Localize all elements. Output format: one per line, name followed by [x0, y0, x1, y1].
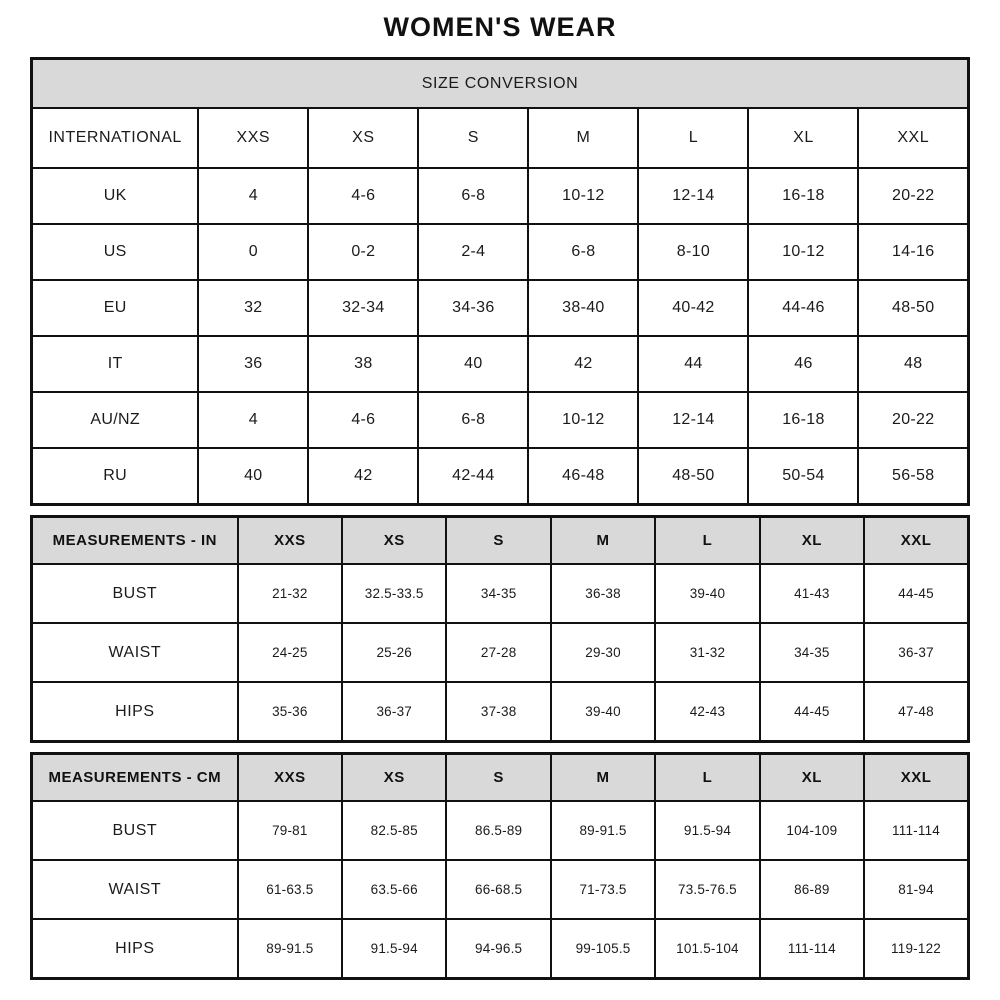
table-row — [32, 860, 969, 919]
value-cell: 66-68.5 — [446, 860, 550, 919]
value-cell: 36-37 — [342, 682, 446, 742]
value-cell: 73.5-76.5 — [655, 860, 759, 919]
value-cell: 12-14 — [638, 168, 748, 224]
row-label-cell: BUST — [32, 801, 238, 860]
value-cell: 8-10 — [638, 224, 748, 280]
size-column-header: L — [655, 754, 759, 802]
value-cell: 37-38 — [446, 682, 550, 742]
value-cell: 40-42 — [638, 280, 748, 336]
value-cell: 10-12 — [528, 168, 638, 224]
table-row — [32, 448, 969, 505]
value-cell: 4-6 — [308, 168, 418, 224]
table-row — [32, 919, 969, 979]
value-cell: 0-2 — [308, 224, 418, 280]
table-row — [32, 392, 969, 448]
measurements-cm-table-container — [30, 752, 970, 980]
row-label-cell: BUST — [32, 564, 238, 623]
size-column-header: XXL — [864, 517, 968, 565]
value-cell: 10-12 — [748, 224, 858, 280]
row-label-cell: US — [32, 224, 199, 280]
value-cell: 44-46 — [748, 280, 858, 336]
column-header-row — [32, 754, 969, 802]
value-cell: 38-40 — [528, 280, 638, 336]
size-column-header: XS — [308, 108, 418, 168]
value-cell: 34-36 — [418, 280, 528, 336]
table-row — [32, 801, 969, 860]
value-cell: 99-105.5 — [551, 919, 655, 979]
row-label-cell: HIPS — [32, 919, 238, 979]
size-conversion-table-container — [30, 57, 970, 506]
value-cell: 42-44 — [418, 448, 528, 505]
value-cell: 86-89 — [760, 860, 864, 919]
size-column-header: M — [551, 517, 655, 565]
value-cell: 44 — [638, 336, 748, 392]
value-cell: 35-36 — [238, 682, 342, 742]
value-cell: 82.5-85 — [342, 801, 446, 860]
corner-header-cell: INTERNATIONAL — [32, 108, 199, 168]
value-cell: 32 — [198, 280, 308, 336]
value-cell: 89-91.5 — [238, 919, 342, 979]
value-cell: 4 — [198, 392, 308, 448]
value-cell: 81-94 — [864, 860, 968, 919]
size-column-header: M — [551, 754, 655, 802]
value-cell: 119-122 — [864, 919, 968, 979]
value-cell: 101.5-104 — [655, 919, 759, 979]
value-cell: 24-25 — [238, 623, 342, 682]
value-cell: 39-40 — [655, 564, 759, 623]
value-cell: 6-8 — [418, 392, 528, 448]
row-label-cell: WAIST — [32, 860, 238, 919]
table-row — [32, 623, 969, 682]
value-cell: 44-45 — [864, 564, 968, 623]
measurements-in-table — [30, 515, 970, 743]
size-column-header: M — [528, 108, 638, 168]
table-row — [32, 168, 969, 224]
value-cell: 4 — [198, 168, 308, 224]
value-cell: 89-91.5 — [551, 801, 655, 860]
value-cell: 48-50 — [858, 280, 968, 336]
value-cell: 40 — [198, 448, 308, 505]
row-label-cell: EU — [32, 280, 199, 336]
row-label-cell: UK — [32, 168, 199, 224]
value-cell: 20-22 — [858, 168, 968, 224]
value-cell: 12-14 — [638, 392, 748, 448]
measurements-in-table-container — [30, 515, 970, 743]
value-cell: 20-22 — [858, 392, 968, 448]
value-cell: 86.5-89 — [446, 801, 550, 860]
value-cell: 36-37 — [864, 623, 968, 682]
value-cell: 36-38 — [551, 564, 655, 623]
value-cell: 79-81 — [238, 801, 342, 860]
page-title: WOMEN'S WEAR — [383, 12, 617, 42]
value-cell: 29-30 — [551, 623, 655, 682]
size-column-header: XS — [342, 517, 446, 565]
value-cell: 2-4 — [418, 224, 528, 280]
value-cell: 41-43 — [760, 564, 864, 623]
size-conversion-table — [30, 57, 970, 506]
value-cell: 38 — [308, 336, 418, 392]
size-column-header: XXL — [858, 108, 968, 168]
size-column-header: XXS — [238, 754, 342, 802]
size-column-header: S — [418, 108, 528, 168]
row-label-cell: HIPS — [32, 682, 238, 742]
value-cell: 16-18 — [748, 168, 858, 224]
value-cell: 63.5-66 — [342, 860, 446, 919]
value-cell: 61-63.5 — [238, 860, 342, 919]
value-cell: 27-28 — [446, 623, 550, 682]
value-cell: 42-43 — [655, 682, 759, 742]
size-column-header: XL — [760, 754, 864, 802]
value-cell: 42 — [528, 336, 638, 392]
value-cell: 56-58 — [858, 448, 968, 505]
value-cell: 21-32 — [238, 564, 342, 623]
value-cell: 46 — [748, 336, 858, 392]
value-cell: 34-35 — [760, 623, 864, 682]
size-column-header: XL — [748, 108, 858, 168]
value-cell: 111-114 — [864, 801, 968, 860]
value-cell: 50-54 — [748, 448, 858, 505]
value-cell: 44-45 — [760, 682, 864, 742]
row-label-cell: RU — [32, 448, 199, 505]
measurements-cm-table — [30, 752, 970, 980]
value-cell: 32-34 — [308, 280, 418, 336]
value-cell: 0 — [198, 224, 308, 280]
value-cell: 16-18 — [748, 392, 858, 448]
size-column-header: XXS — [198, 108, 308, 168]
value-cell: 4-6 — [308, 392, 418, 448]
value-cell: 91.5-94 — [342, 919, 446, 979]
value-cell: 42 — [308, 448, 418, 505]
value-cell: 34-35 — [446, 564, 550, 623]
value-cell: 47-48 — [864, 682, 968, 742]
table-row — [32, 280, 969, 336]
value-cell: 94-96.5 — [446, 919, 550, 979]
row-label-cell: IT — [32, 336, 199, 392]
value-cell: 6-8 — [528, 224, 638, 280]
value-cell: 6-8 — [418, 168, 528, 224]
corner-header-cell: MEASUREMENTS - CM — [32, 754, 238, 802]
value-cell: 111-114 — [760, 919, 864, 979]
corner-header-cell: MEASUREMENTS - IN — [32, 517, 238, 565]
value-cell: 14-16 — [858, 224, 968, 280]
table-row — [32, 682, 969, 742]
size-column-header: XXS — [238, 517, 342, 565]
table-row — [32, 224, 969, 280]
row-label-cell: AU/NZ — [32, 392, 199, 448]
size-column-header: XL — [760, 517, 864, 565]
size-column-header: L — [638, 108, 748, 168]
size-column-header: XXL — [864, 754, 968, 802]
table-row — [32, 336, 969, 392]
table-row — [32, 564, 969, 623]
value-cell: 31-32 — [655, 623, 759, 682]
table-title-row — [32, 59, 969, 109]
value-cell: 40 — [418, 336, 528, 392]
value-cell: 39-40 — [551, 682, 655, 742]
value-cell: 36 — [198, 336, 308, 392]
value-cell: 104-109 — [760, 801, 864, 860]
value-cell: 32.5-33.5 — [342, 564, 446, 623]
column-header-row — [32, 517, 969, 565]
value-cell: 71-73.5 — [551, 860, 655, 919]
size-column-header: S — [446, 517, 550, 565]
value-cell: 48-50 — [638, 448, 748, 505]
size-column-header: S — [446, 754, 550, 802]
value-cell: 25-26 — [342, 623, 446, 682]
value-cell: 46-48 — [528, 448, 638, 505]
row-label-cell: WAIST — [32, 623, 238, 682]
value-cell: 48 — [858, 336, 968, 392]
column-header-row — [32, 108, 969, 168]
table-title: SIZE CONVERSION — [32, 59, 969, 109]
value-cell: 10-12 — [528, 392, 638, 448]
size-column-header: L — [655, 517, 759, 565]
value-cell: 91.5-94 — [655, 801, 759, 860]
size-column-header: XS — [342, 754, 446, 802]
